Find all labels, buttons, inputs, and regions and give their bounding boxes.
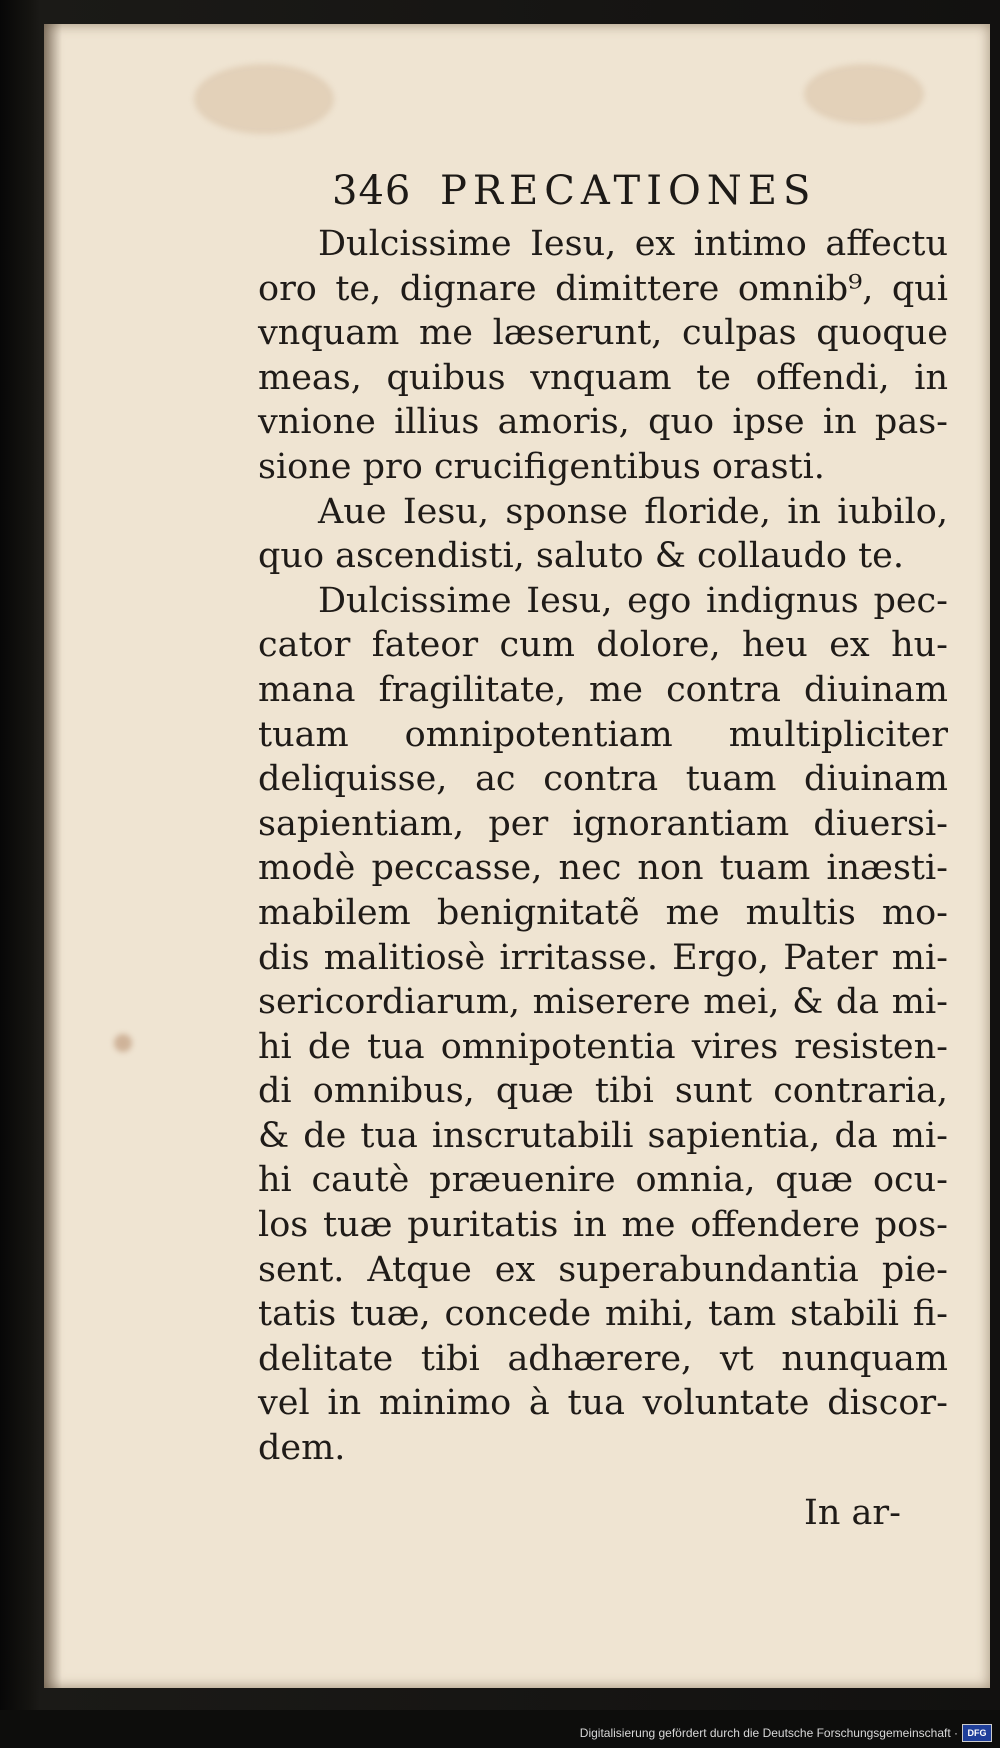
text-line: hi cautè præuenire omnia, quæ ocu- [258, 1160, 948, 1201]
text-line: sent. Atque ex superabundantia pie- [258, 1249, 948, 1290]
paper-stain [194, 64, 334, 134]
text-line: delitate tibi adhærere, vt nunquam [258, 1338, 948, 1379]
paper-spot [114, 1034, 132, 1052]
text-line: & de tua inscrutabili sapientia, da mi- [258, 1115, 948, 1156]
spine-shadow [44, 24, 62, 1688]
text-line: meas, quibus vnquam te offendi, in [258, 357, 948, 398]
digitization-footer [0, 1712, 1000, 1748]
text-line: mabilem benignitatẽ me multis mo- [258, 892, 948, 933]
text-line: vnione illius amoris, quo ipse in pas- [258, 402, 948, 443]
text-line: Aue Iesu, sponse floride, in iubilo, [318, 491, 948, 532]
text-line: vnquam me læserunt, culpas quoque [258, 313, 948, 354]
text-line: dis malitiosè irritasse. Ergo, Pater mi- [258, 937, 948, 978]
text-line: vel in minimo à tua voluntate discor- [258, 1383, 948, 1424]
text-line: tatis tuæ, concede mihi, tam stabili fi- [258, 1294, 948, 1335]
text-line: sericordiarum, miserere mei, & da mi- [258, 982, 948, 1023]
text-line: deliquisse, ac contra tuam diuinam [258, 759, 948, 800]
paper-stain [804, 64, 924, 124]
text-line: modè peccasse, nec non tuam inæsti- [258, 848, 948, 889]
running-title: PRECATIONES [440, 168, 817, 214]
text-line: sione pro crucifigentibus orasti. [258, 446, 825, 487]
text-line: hi de tua omnipotentia vires resisten- [258, 1026, 948, 1067]
text-line: los tuæ puritatis in me offendere pos- [258, 1205, 948, 1246]
running-header [332, 168, 842, 214]
text-line: sapientiam, per ignorantiam diuersi- [258, 803, 948, 844]
text-line: di omnibus, quæ tibi sunt contraria, [258, 1071, 948, 1112]
text-line: cator fateor cum dolore, heu ex hu- [258, 625, 948, 666]
text-line: Dulcissime Iesu, ego indignus pec- [318, 580, 948, 621]
text-line: oro te, dignare dimittere omnib⁹, qui [258, 268, 948, 309]
text-line: Dulcissime Iesu, ex intimo affectu [318, 224, 948, 264]
page-number: 346 [332, 168, 412, 214]
funding-credit: Digitalisierung gefördert durch die Deutsche Forschungsgemeinschaft · [579, 1726, 958, 1740]
text-line: quo ascendisti, saluto & collaudo te. [258, 536, 904, 577]
prayer-text [258, 222, 948, 1471]
text-line: mana fragilitate, me contra diuinam [258, 669, 948, 710]
text-line: dem. [258, 1428, 346, 1469]
text-line: tuam omnipotentiam multipliciter [258, 714, 948, 755]
catchword: In ar- [804, 1493, 901, 1533]
dfg-logo-icon: DFG [962, 1724, 992, 1742]
